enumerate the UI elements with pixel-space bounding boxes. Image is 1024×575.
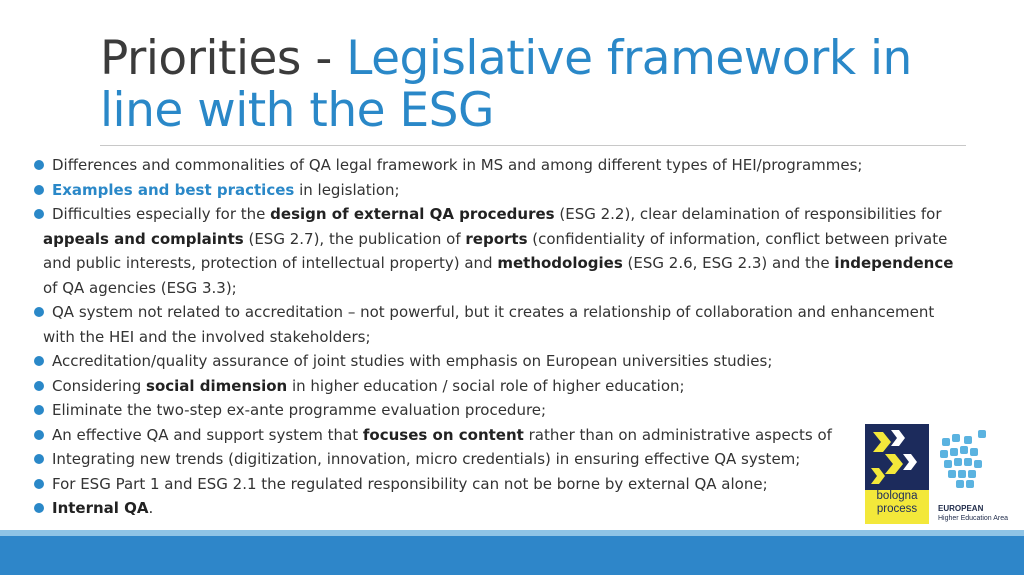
bullet-text: . (148, 499, 154, 517)
bullet-text: social dimension (146, 376, 288, 395)
bullet-item (34, 423, 994, 448)
bullet-continuation (34, 325, 994, 350)
bullet-item (34, 153, 994, 178)
bullet-text: (ESG 2.2), clear delamination of responsibilities for (554, 205, 942, 223)
bullet-continuation (34, 251, 994, 276)
bullet-dot-icon (34, 503, 44, 513)
bullet-continuation (34, 276, 994, 301)
bullet-text: and public interests, protection of intellectual property) and (43, 254, 498, 272)
bullet-list (34, 153, 994, 521)
bullet-dot-icon (34, 430, 44, 440)
bullet-text: For ESG Part 1 and ESG 2.1 the regulated responsibility can not be borne by external QA alone; (52, 474, 768, 493)
bullet-item (34, 374, 994, 399)
bullet-dot-icon (34, 454, 44, 464)
bullet-dot-icon (34, 356, 44, 366)
bullet-item (34, 300, 994, 325)
bullet-dot-icon (34, 185, 44, 195)
bullet-text: with the HEI and the involved stakeholders; (43, 327, 371, 346)
bullet-text: Eliminate the two-step ex-ante programme evaluation procedure; (52, 401, 547, 419)
bullet-text: methodologies (497, 254, 623, 272)
title-prefix: Priorities - (100, 31, 347, 86)
bullet-item (34, 472, 994, 497)
bullet-text: Differences and commonalities of QA legal framework in MS and among different types of HEI/programmes; (52, 156, 863, 174)
bullet-item (34, 178, 994, 203)
bullet-text: (ESG 2.6, ESG 2.3) and the (622, 254, 835, 272)
ehea-puzzle-icon (938, 424, 1020, 502)
bullet-text: independence (834, 254, 954, 272)
slide-title (100, 33, 980, 137)
bullet-text: of QA agencies (ESG 3.3); (43, 278, 237, 297)
bullet-text: Accreditation/quality assurance of joint studies with emphasis on European universities studies; (52, 352, 773, 370)
bullet-item (34, 349, 994, 374)
bologna-word: bologna (876, 490, 918, 502)
bullet-text: An effective QA and support system that (52, 425, 363, 444)
bullet-dot-icon (34, 381, 44, 391)
ehea-line2: Higher Education Area (938, 515, 1009, 522)
ehea-line1: EUROPEAN (938, 504, 984, 513)
bullet-text: (confidentiality of information, conflict between private (527, 229, 948, 248)
process-word: process (876, 503, 918, 515)
bullet-text: Examples and best practices (52, 180, 295, 199)
bullet-text: appeals and complaints (43, 229, 244, 248)
footer-band (0, 536, 1024, 575)
title-divider (100, 145, 966, 146)
bullet-item (34, 447, 994, 472)
bologna-process-logo (865, 424, 929, 524)
bologna-wordmark (865, 490, 929, 516)
bullet-text: Considering (52, 376, 147, 395)
bullet-text: design of external QA procedures (270, 205, 555, 223)
bullet-text: QA system not related to accreditation – not powerful, but it creates a relationship of collaboration and enhancement (52, 303, 935, 321)
bullet-item (34, 496, 994, 521)
bullet-dot-icon (34, 160, 44, 170)
title-accent: Legislative framework in line with the ESG (100, 31, 912, 138)
bullet-text: in legislation; (294, 180, 400, 199)
bullet-dot-icon (34, 479, 44, 489)
bullet-text: rather than on administrative aspects of (523, 425, 832, 444)
bullet-text: Internal QA (52, 499, 149, 517)
bullet-item (34, 398, 994, 423)
ehea-logo (938, 424, 1020, 524)
bullet-dot-icon (34, 307, 44, 317)
bullet-dot-icon (34, 405, 44, 415)
bologna-arrows-icon (865, 424, 929, 490)
bullet-text: Integrating new trends (digitization, innovation, micro credentials) in ensuring effective QA system; (52, 450, 801, 468)
bullet-item (34, 202, 994, 227)
bullet-dot-icon (34, 209, 44, 219)
bullet-text: (ESG 2.7), the publication of (243, 229, 466, 248)
bullet-text: reports (465, 229, 528, 248)
bullet-text: Difficulties especially for the (52, 205, 271, 223)
ehea-wordmark (938, 504, 1008, 523)
bullet-continuation (34, 227, 994, 252)
bullet-text: in higher education / social role of higher education; (287, 376, 685, 395)
bullet-text: focuses on content (362, 425, 524, 444)
